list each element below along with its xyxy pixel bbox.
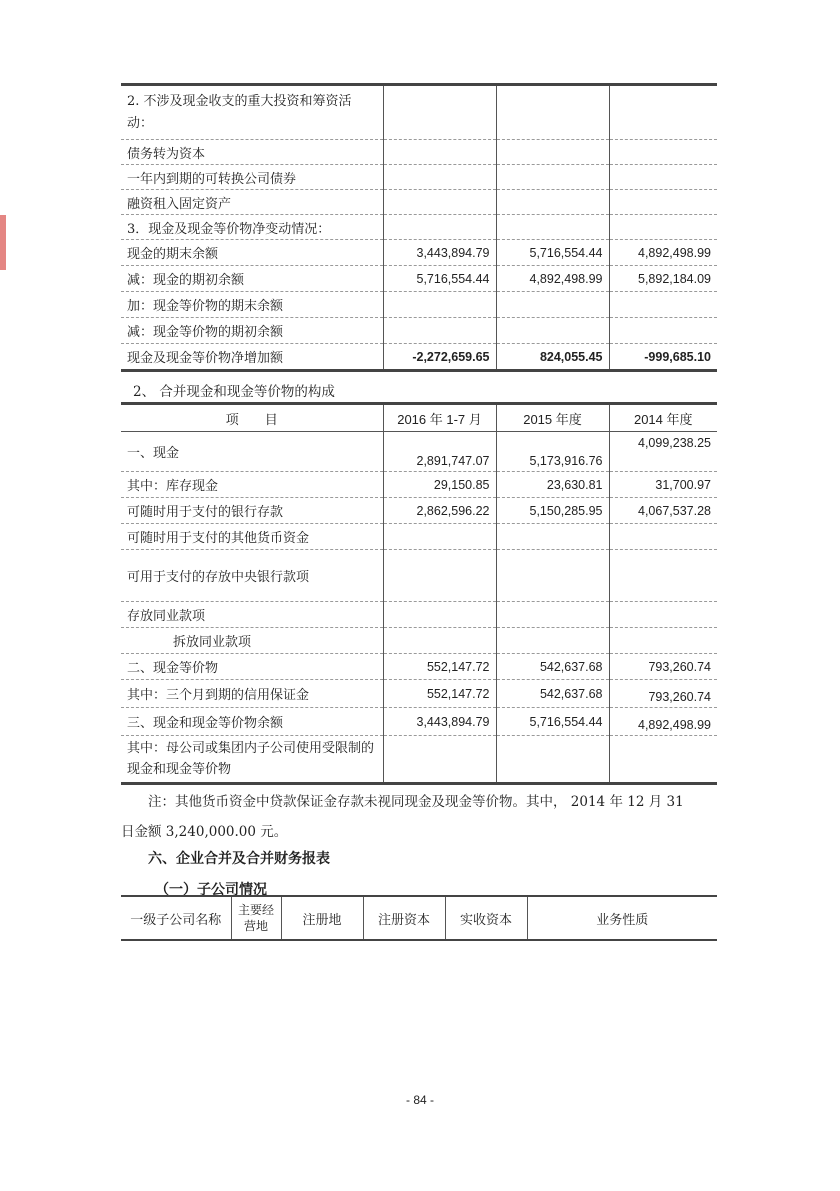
table-row xyxy=(121,215,717,240)
row-label: 一、现金 xyxy=(121,432,383,472)
cell-2016: 3,443,894.79 xyxy=(383,708,496,736)
table-header-row xyxy=(121,404,717,432)
cell-2015: 5,716,554.44 xyxy=(496,240,609,266)
row-label: 现金及现金等价物净增加额 xyxy=(127,351,284,366)
subsidiary-table xyxy=(121,895,717,941)
table-row xyxy=(121,680,717,708)
cell-2014 xyxy=(609,602,717,628)
cell-2016: 552,147.72 xyxy=(383,654,496,680)
cell-2016 xyxy=(383,215,496,240)
cell-2014: 4,099,238.25 xyxy=(609,432,717,472)
cash-flow-supplement-table xyxy=(121,83,717,372)
cell-2016 xyxy=(383,140,496,165)
cell-2014: 4,892,498.99 xyxy=(609,240,717,266)
table-row xyxy=(121,628,717,654)
cell-2014: 31,700.97 xyxy=(609,472,717,498)
cell-2015: 824,055.45 xyxy=(496,344,609,371)
row-label: 一年内到期的可转换公司债券 xyxy=(121,165,383,190)
cell-2014 xyxy=(609,165,717,190)
row-label: 其中：三个月到期的信用保证金 xyxy=(121,680,383,708)
row-label: 其中：母公司或集团内子公司使用受限制的现金和现金等价物 xyxy=(127,741,375,777)
header-subsidiary-name: 一级子公司名称 xyxy=(130,912,222,928)
cell-2015 xyxy=(496,602,609,628)
cell-2015: 5,173,916.76 xyxy=(496,432,609,472)
table-row xyxy=(121,292,717,318)
cell-2014: 793,260.74 xyxy=(609,680,717,708)
row-label: 减：现金等价物的期初余额 xyxy=(121,318,383,344)
header-2016: 2016 年 1-7 月 xyxy=(383,404,496,432)
cell-2015 xyxy=(496,85,609,140)
row-label: 融资租入固定资产 xyxy=(121,190,383,215)
cell-2015: 4,892,498.99 xyxy=(496,266,609,292)
cell-2014: 4,892,498.99 xyxy=(609,708,717,736)
cell-2014 xyxy=(609,190,717,215)
cell-2016 xyxy=(383,165,496,190)
row-label: 二、现金等价物 xyxy=(121,654,383,680)
cell-2016 xyxy=(383,318,496,344)
cell-2016 xyxy=(383,550,496,602)
cell-2015 xyxy=(496,215,609,240)
subsection-heading: （一）子公司情况 xyxy=(155,882,267,898)
cell-2014 xyxy=(609,215,717,240)
table-row xyxy=(121,550,717,602)
cell-2015 xyxy=(496,550,609,602)
row-label: 拆放同业款项 xyxy=(121,628,383,654)
row-label: 可用于支付的存放中央银行款项 xyxy=(121,550,383,602)
cell-2016 xyxy=(383,524,496,550)
header-registered-place: 注册地 xyxy=(281,896,363,940)
row-label: 可随时用于支付的其他货币资金 xyxy=(121,524,383,550)
table-row xyxy=(121,472,717,498)
table-row-total xyxy=(121,344,717,371)
cell-2016: 29,150.85 xyxy=(383,472,496,498)
row-label: 减：现金的期初余额 xyxy=(121,266,383,292)
table-row xyxy=(121,165,717,190)
table-row xyxy=(121,654,717,680)
cell-2016 xyxy=(383,292,496,318)
cell-2014 xyxy=(609,550,717,602)
note-text-line-1: 注：其他货币资金中贷款保证金存款未视同现金及现金等价物。其中， 2014 年 12 月 31 xyxy=(148,794,684,810)
cell-2016 xyxy=(383,602,496,628)
cell-2015: 5,716,554.44 xyxy=(496,708,609,736)
header-main-location: 主要经营地 xyxy=(231,896,281,940)
cell-2014 xyxy=(609,318,717,344)
table-row xyxy=(121,524,717,550)
cell-2014 xyxy=(609,736,717,784)
row-label: 其中：库存现金 xyxy=(121,472,383,498)
row-label: 债务转为资本 xyxy=(121,140,383,165)
cell-2015 xyxy=(496,190,609,215)
cell-2016: 552,147.72 xyxy=(383,680,496,708)
section-heading: 六、企业合并及合并财务报表 xyxy=(148,851,330,867)
table-row xyxy=(121,140,717,165)
row-label: 可随时用于支付的银行存款 xyxy=(121,498,383,524)
cell-2016: 3,443,894.79 xyxy=(383,240,496,266)
cell-2015: 542,637.68 xyxy=(496,680,609,708)
note-text-line-2: 日金额 3,240,000.00 元。 xyxy=(121,824,288,840)
table-row xyxy=(121,85,717,140)
row-label: 三、现金和现金等价物余额 xyxy=(121,708,383,736)
table-row xyxy=(121,498,717,524)
row-label: 加：现金等价物的期末余额 xyxy=(121,292,383,318)
page-number: - 84 - xyxy=(405,1093,434,1107)
cell-2016: 5,716,554.44 xyxy=(383,266,496,292)
cell-2015: 542,637.68 xyxy=(496,654,609,680)
cell-2015 xyxy=(496,736,609,784)
table-row xyxy=(121,240,717,266)
cell-2015: 5,150,285.95 xyxy=(496,498,609,524)
cell-2015 xyxy=(496,292,609,318)
row-label: 现金的期末余额 xyxy=(121,240,383,266)
cell-2014 xyxy=(609,140,717,165)
cell-2015 xyxy=(496,628,609,654)
table-row xyxy=(121,602,717,628)
header-item: 项 目 xyxy=(121,404,383,432)
cell-2014: 4,067,537.28 xyxy=(609,498,717,524)
header-business-nature: 业务性质 xyxy=(527,896,717,940)
cell-2016 xyxy=(383,628,496,654)
cell-2015 xyxy=(496,165,609,190)
cash-composition-table xyxy=(121,402,717,785)
table-row xyxy=(121,736,717,784)
cell-2016: -2,272,659.65 xyxy=(383,344,496,371)
cell-2014: 5,892,184.09 xyxy=(609,266,717,292)
table-row xyxy=(121,708,717,736)
cell-2014 xyxy=(609,628,717,654)
cell-2014: 793,260.74 xyxy=(609,654,717,680)
cell-2016 xyxy=(383,85,496,140)
row-label: 3．现金及现金等价物净变动情况： xyxy=(121,215,383,240)
cell-2014 xyxy=(609,524,717,550)
seal-stamp-fragment xyxy=(0,215,6,270)
cell-2014: -999,685.10 xyxy=(609,344,717,371)
header-registered-capital: 注册资本 xyxy=(363,896,445,940)
cell-2016: 2,862,596.22 xyxy=(383,498,496,524)
table-row xyxy=(121,318,717,344)
cell-2014 xyxy=(609,85,717,140)
header-paid-capital: 实收资本 xyxy=(445,896,527,940)
table-header-row xyxy=(121,896,717,940)
table-row xyxy=(121,190,717,215)
row-label: 2. 不涉及现金收支的重大投资和筹资活动： xyxy=(121,85,383,140)
cell-2016 xyxy=(383,736,496,784)
cell-2015 xyxy=(496,318,609,344)
row-label: 存放同业款项 xyxy=(121,602,383,628)
table-row xyxy=(121,266,717,292)
cell-2014 xyxy=(609,292,717,318)
header-2015: 2015 年度 xyxy=(496,404,609,432)
cell-2016 xyxy=(383,190,496,215)
table2-caption: 2、 合并现金和现金等价物的构成 xyxy=(133,384,335,400)
cell-2015: 23,630.81 xyxy=(496,472,609,498)
table-row xyxy=(121,432,717,472)
cell-2015 xyxy=(496,140,609,165)
header-2014: 2014 年度 xyxy=(609,404,717,432)
cell-2015 xyxy=(496,524,609,550)
cell-2016: 2,891,747.07 xyxy=(383,432,496,472)
